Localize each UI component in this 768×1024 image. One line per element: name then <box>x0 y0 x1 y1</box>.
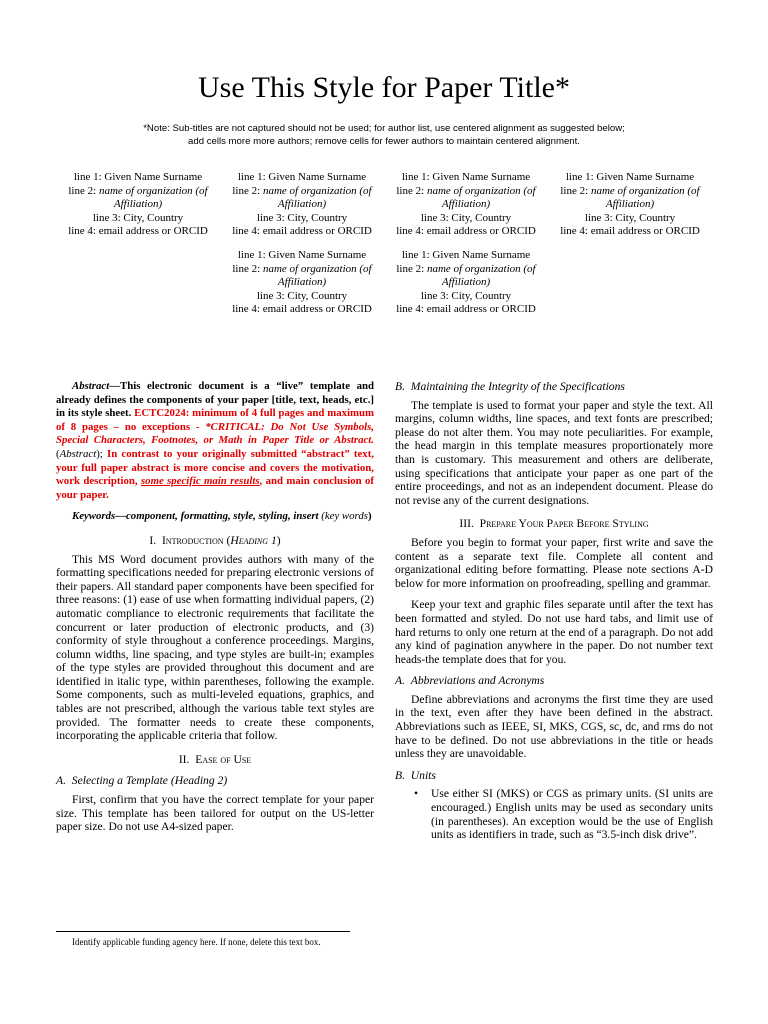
subsection-heading-maintaining-integrity: B. Maintaining the Integrity of the Specifications <box>395 380 625 393</box>
keywords: Keywords—component, formatting, style, styling, insert (key words) <box>72 510 372 523</box>
paragraph: Keep your text and graphic files separate until after the text has been formatted and styled. Do not use hard tabs, and limit use of hard returns to only one return at the end of a paragraph. Do not add any kind of pagination anywhere in the paper. Do not number text heads-the template does that for you. <box>395 598 713 666</box>
paragraph: First, confirm that you have the correct template for your paper size. This template has been tailored for output on the US-letter paper size. Do not use A4-sized paper. <box>56 793 374 834</box>
author-block: line 1: Given Name Surname line 2: name of organization (of Affiliation) line 3: City, Country line 4: email address or ORCID <box>396 171 536 237</box>
paragraph: This MS Word document provides authors with many of the formatting specifications needed for preparing electronic versions of their papers. All standard paper components have been specified for three reasons: (1) ease of use when formatting individual papers, (2) automatic compliance to electronic requirements that facilitate the concurrent or later production of electronic products, and (3) conformity of style throughout a conference proceedings. Margins, column widths, line spacing, and type styles are built-in; examples of the type styles are provided throughout this document and are identified in italic type, within parentheses, following the example. Some components, such as multi-leveled equations, graphics, and tables are not prescribed, although the various table text styles are provided. The formatter needs to create these components, incorporating the applicable criteria that follow. <box>56 552 374 743</box>
author-block: line 1: Given Name Surname line 2: name of organization (of Affiliation) line 3: City, Country line 4: email address or ORCID <box>232 249 372 315</box>
right-column <box>395 380 713 842</box>
subsection-heading-abbreviations: A. Abbreviations and Acronyms <box>395 674 545 688</box>
author-block: line 1: Given Name Surname line 2: name of organization (of Affiliation) line 3: City, Country line 4: email address or ORCID <box>560 171 700 237</box>
title-note-line-2: add cells more more authors; remove cells for fewer authors to maintain centered alignment. <box>188 136 580 147</box>
bullet-icon: • <box>414 787 419 801</box>
title-note-line-1: *Note: Sub-titles are not captured should not be used; for author list, use centered alignment as suggested below; <box>143 123 625 134</box>
paragraph: Define abbreviations and acronyms the first time they are used in the text, even after they have been defined in the abstract. Abbreviations such as IEEE, SI, MKS, CGS, sc, dc, and rms do not have to be defined. Do not use abbreviations in the title or heads unless they are unavoidable. <box>395 692 713 761</box>
section-heading-prepare-paper: III. Prepare Your Paper Before Styling <box>459 517 649 531</box>
author-block: line 1: Given Name Surname line 2: name of organization (of Affiliation) line 3: City, Country line 4: email address or ORCID <box>232 171 372 237</box>
footnote-divider <box>56 931 350 932</box>
section-heading-ease-of-use: II. Ease of Use <box>178 752 252 766</box>
author-block: line 1: Given Name Surname line 2: name of organization (of Affiliation) line 3: City, Country line 4: email address or ORCID <box>68 171 208 237</box>
list-item: • Use either SI (MKS) or CGS as primary units. (SI units are encouraged.) English units may be used as secondary units (in parentheses). An exception would be the use of English units as identifiers in trade, such as “3.5-inch disk drive”. <box>414 787 713 842</box>
abstract: Abstract—This electronic document is a “live” template and already defines the components of your paper [title, text, heads, etc.] in its style sheet. ECTC2024: minimum of 4 full pages and maximum of 8 pages – no exceptions - *CRITICAL: Do Not Use Symbols, Special Characters, Footnotes, or Math in Paper Title or Abstract. (Abstract); In contrast to your originally submitted “abstract” text, your full paper abstract is more concise and covers the motivation, work description, some specific main results, and main conclusion of your paper. <box>56 380 375 501</box>
title-note <box>140 122 628 148</box>
units-bullet-list <box>395 787 713 841</box>
left-column <box>56 380 374 834</box>
funding-footnote: Identify applicable funding agency here. If none, delete this text box. <box>72 937 321 947</box>
paragraph: Before you begin to format your paper, first write and save the content as a separate text file. Complete all content and organizational editing before formatting. Please note sections A-D below for more information on proofreading, spelling and grammar. <box>395 535 713 590</box>
paragraph: The template is used to format your paper and style the text. All margins, column widths, line spaces, and text fonts are prescribed; please do not alter them. You may note peculiarities. For example, the head margin in this template measures proportionately more than is customary. This measurement and others are deliberate, using specifications that anticipate your paper as one part of the entire proceedings, and not as an independent document. Please do not revise any of the current designations. <box>395 398 713 507</box>
author-block: line 1: Given Name Surname line 2: name of organization (of Affiliation) line 3: City, Country line 4: email address or ORCID <box>396 249 536 315</box>
subsection-heading-units: B. Units <box>395 768 436 782</box>
section-heading-introduction: I. Introduction (Heading 1) <box>149 533 281 547</box>
paper-title: Use This Style for Paper Title* <box>198 71 570 104</box>
subsection-heading-selecting-template: A. Selecting a Template (Heading 2) <box>56 774 228 788</box>
